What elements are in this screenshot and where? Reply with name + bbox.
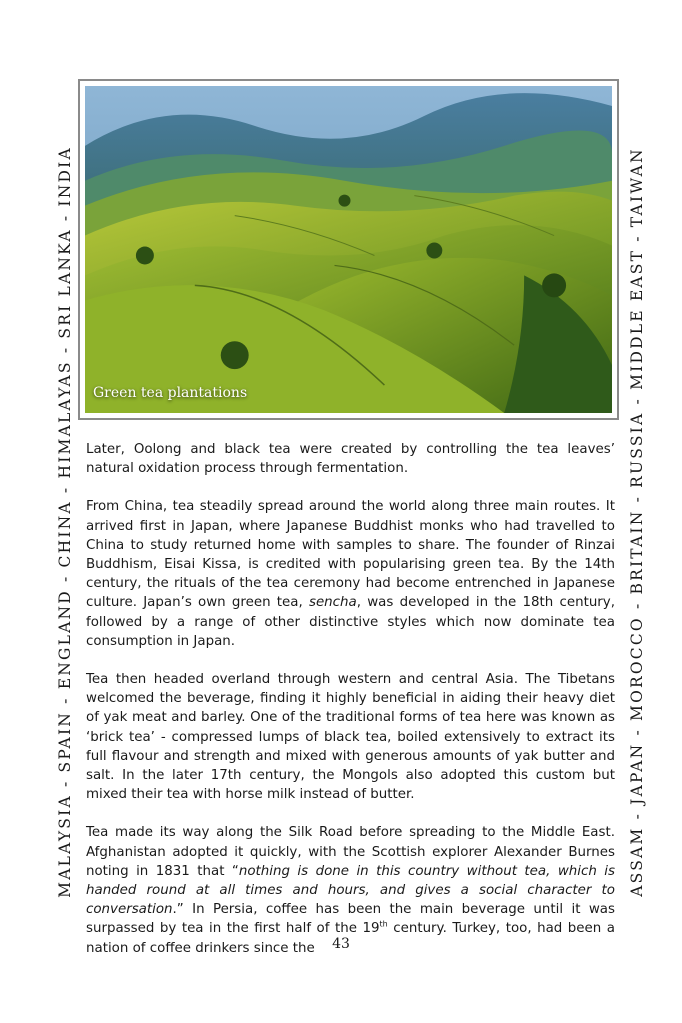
photo-caption: Green tea plantations bbox=[93, 385, 248, 401]
paragraph-3: Tea then headed overland through western and central Asia. The Tibetans welcomed the beverage, finding it highly beneficial in aiding their heavy diet of yak meat and barley. One of the traditional forms of tea here was known as ‘brick tea’ - compressed lumps of black tea, boiled extensively to extract its full flavour and strength and mixed with generous amounts of yak butter and salt. In the later 17th century, the Mongols also adopted this custom but mixed their tea with horse milk instead of butter. bbox=[86, 672, 615, 803]
sidebar-right-countries: ASSAM - JAPAN - MOROCCO - BRITAIN - RUSSIA - MIDDLE EAST - TAIWAN bbox=[628, 147, 646, 897]
tea-plantation-photo bbox=[85, 86, 612, 413]
page-number: 43 bbox=[332, 936, 350, 952]
paragraph-1: Later, Oolong and black tea were created by controlling the tea leaves’ natural oxidation process through fermentation. bbox=[86, 442, 615, 477]
body-text bbox=[86, 440, 615, 977]
tea-plantation-illustration bbox=[85, 86, 612, 413]
sidebar-left-countries: MALAYSIA - SPAIN - ENGLAND - CHINA - HIMALAYAS - SRI LANKA - INDIA bbox=[56, 146, 74, 898]
photo-frame bbox=[78, 79, 619, 420]
paragraph-4: Tea made its way along the Silk Road before spreading to the Middle East. Afghanistan adopted it quickly, with the Scottish explorer Alexander Burnes noting in 1831 that “nothing is done in this country without tea, which is handed round at all times and hours, and gives a social character to conversation.” In Persia, coffee has been the main beverage until it was surpassed by tea in the first half of the 19th century. Turkey, too, had been a nation of coffee drinkers since the bbox=[86, 825, 615, 956]
paragraph-2: From China, tea steadily spread around the world along three main routes. It arrived first in Japan, where Japanese Buddhist monks who had travelled to China to study returned home with samples to share. The founder of Rinzai Buddhism, Eisai Kissa, is credited with popularising green tea. By the 14th century, the rituals of the tea ceremony had become entrenched in Japanese culture. Japan’s own green tea, sencha, was developed in the 18th century, followed by a range of other distinctive styles which now dominate tea consumption in Japan. bbox=[86, 499, 615, 649]
